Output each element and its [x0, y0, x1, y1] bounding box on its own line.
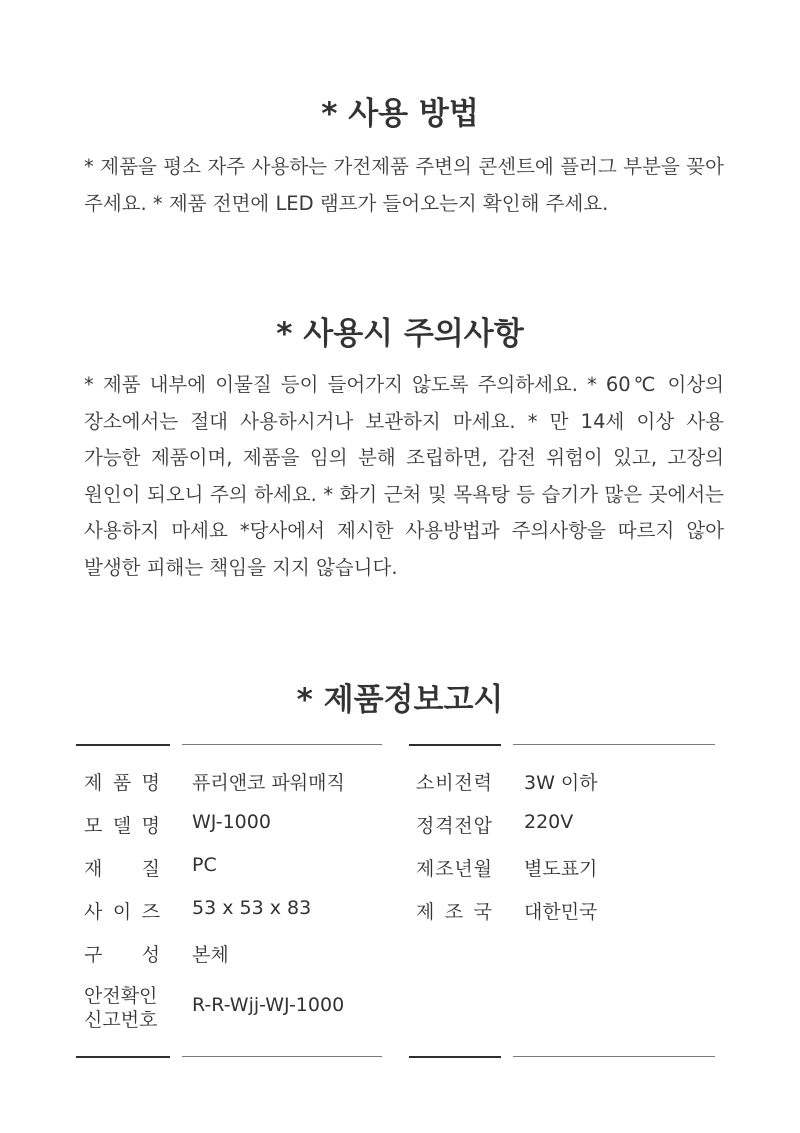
label-char: 제: [84, 772, 103, 794]
label-char: 조: [444, 901, 464, 923]
rule-top-left-label: [76, 744, 170, 746]
value-power-consumption: 3W 이하: [524, 772, 598, 794]
label-manufacture-date: [416, 854, 492, 881]
label-char: 비: [435, 772, 454, 794]
label-line-1: 안전확인: [84, 985, 158, 1007]
rule-top-left-value: [182, 744, 382, 745]
label-char: 년: [454, 858, 473, 880]
label-char: 격: [435, 815, 454, 837]
value-rated-voltage: 220V: [524, 811, 574, 833]
rule-top-right-label: [409, 744, 501, 746]
label-char: 정: [416, 815, 435, 837]
label-char: 품: [112, 772, 132, 794]
rule-bottom-right-value: [513, 1056, 715, 1057]
label-char: 국: [473, 901, 492, 923]
value-country: 대한민국: [524, 901, 598, 923]
rule-bottom-left-label: [76, 1056, 170, 1058]
label-char: 명: [141, 815, 160, 837]
rule-bottom-left-value: [182, 1056, 382, 1057]
label-rated-voltage: [416, 811, 492, 838]
label-country: [416, 897, 492, 924]
label-char: 델: [112, 815, 132, 837]
cautions-title: * 사용시 주의사항: [276, 316, 524, 352]
cautions-paragraph: * 제품 내부에 이물질 등이 들어가지 않도록 주의하세요. * 60℃ 이상의 장소에서는 절대 사용하시거나 보관하지 마세요. * 만 14세 이상 사용 가능한 제품이며, 제품을 임의 분해 조립하면, 감전 위험이 있고, 고장의 원인이 되오니 주의 하세요. * 화기 근처 및 목욕탕 등 습기가 많은 곳에서는 사용하지 마세요 *당사에서 제시한 사용방법과 주의사항을 따르지 않아 발생한 피해는 책임을 지지 않습니다.: [84, 373, 724, 579]
label-char: 성: [141, 944, 160, 966]
value-composition: 본체: [192, 944, 229, 966]
label-char: 압: [473, 815, 492, 837]
value-material: PC: [192, 854, 217, 876]
label-char: 소: [416, 772, 435, 794]
label-char: 조: [435, 858, 454, 880]
label-char: 모: [84, 815, 103, 837]
label-char: 명: [141, 772, 160, 794]
label-char: 질: [141, 858, 160, 880]
label-char: 사: [84, 901, 103, 923]
label-char: 구: [84, 944, 103, 966]
label-product-name: [84, 768, 160, 795]
value-model-name: WJ-1000: [192, 811, 271, 833]
label-char: 즈: [141, 901, 160, 923]
product-info-title: * 제품정보고시: [296, 682, 504, 718]
value-size: 53 x 53 x 83: [192, 897, 312, 919]
label-safety-number: [84, 984, 157, 1032]
label-model-name: [84, 811, 160, 838]
label-size: [84, 897, 160, 924]
label-char: 재: [84, 858, 103, 880]
label-char: 전: [454, 772, 473, 794]
product-info-table: [76, 742, 716, 1060]
usage-paragraph: * 제품을 평소 자주 사용하는 가전제품 주변의 콘센트에 플러그 부분을 꽂아 주세요. * 제품 전면에 LED 램프가 들어오는지 확인해 주세요.: [84, 155, 724, 215]
label-char: 제: [416, 858, 435, 880]
rule-top-right-value: [513, 744, 715, 745]
label-char: 전: [454, 815, 473, 837]
value-product-name: 퓨리앤코 파워매직: [192, 772, 345, 794]
label-power-consumption: [416, 768, 492, 795]
label-material: [84, 854, 160, 881]
label-char: 월: [473, 858, 492, 880]
label-char: 력: [473, 772, 492, 794]
value-safety-number: R-R-Wjj-WJ-1000: [192, 994, 345, 1016]
usage-title: * 사용 방법: [321, 96, 479, 132]
label-char: 제: [416, 901, 435, 923]
label-line-2: 신고번호: [84, 1009, 158, 1031]
value-manufacture-date: 별도표기: [524, 858, 598, 880]
rule-bottom-right-label: [409, 1056, 501, 1058]
label-composition: [84, 940, 160, 967]
label-char: 이: [112, 901, 132, 923]
